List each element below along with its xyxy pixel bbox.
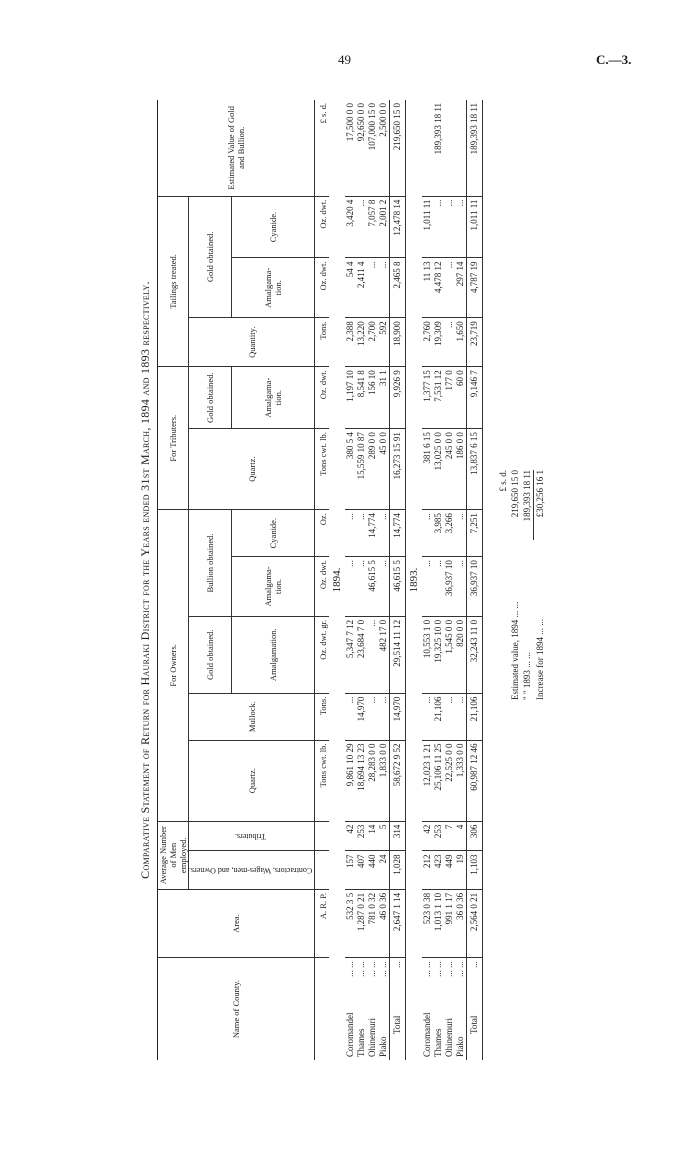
- cell-area: 1,287 0 21: [356, 889, 367, 957]
- statement-title: [140, 100, 151, 1060]
- unit-men: [315, 851, 330, 889]
- year-heading: 1894.: [331, 567, 344, 593]
- summary-increase-row: [534, 100, 546, 700]
- year-heading: 1893.: [408, 567, 421, 593]
- county-cell: [444, 958, 455, 1060]
- header-bullion-amalgamation: Amalgama-tion.: [232, 557, 315, 617]
- cell-tailc: 12,478 14: [390, 196, 406, 258]
- cell-area: 991 1 17: [444, 889, 455, 957]
- cell-tailc: ...: [455, 196, 467, 258]
- table-row: [345, 100, 356, 1060]
- county-name: Total: [392, 1015, 403, 1034]
- header-tributers-gold: Gold obtained.: [189, 367, 232, 429]
- county-name: Coromandel: [422, 1012, 433, 1057]
- cell-men: 1,028: [390, 851, 406, 889]
- summary-increase-label: [534, 540, 546, 700]
- leader-dots: ... ...: [345, 961, 356, 977]
- cell-men: 19: [455, 851, 467, 889]
- cell-mullock: ...: [378, 693, 390, 740]
- cell-bull-amal: 36,937 10: [444, 557, 455, 617]
- cell-tg: 8,541 8: [356, 367, 367, 429]
- summary-value-1893: 189,393 18 11: [522, 470, 533, 522]
- header-area: Area.: [158, 889, 315, 957]
- cell-area: 2,564 0 21: [467, 889, 483, 957]
- cell-mullock: ...: [345, 693, 356, 740]
- cell-gold: 820 0 0: [455, 616, 467, 693]
- cell-quartz: 1,333 0 0: [455, 740, 467, 821]
- cell-tg: 156 10: [367, 367, 378, 429]
- cell-bull-cyan: 3,985: [433, 510, 444, 557]
- summary-label-1894: [509, 540, 521, 700]
- header-tributers: [189, 821, 315, 851]
- cell-trib: 314: [390, 821, 406, 851]
- cell-trib: 5: [378, 821, 390, 851]
- header-men-employed: Average Number of Men employed.: [158, 821, 189, 889]
- cell-tq: 13,837 6 15: [467, 429, 483, 510]
- county-name: Thames: [356, 1028, 367, 1057]
- cell-tq: 13,025 0 0: [433, 429, 444, 510]
- cell-taila: 4,478 12: [433, 258, 444, 318]
- header-contractors-text: Contractors, Wages-men, and Owners.: [189, 865, 313, 875]
- cell-trib: 306: [467, 821, 483, 851]
- leader-dots: ... ...: [433, 961, 444, 977]
- summary-dots-1893: ... ...: [522, 652, 533, 668]
- summary-unit: £ s. d.: [498, 470, 509, 492]
- header-tributers-amalgamation: Amalgama-tion.: [232, 367, 315, 429]
- cell-trib: 7: [444, 821, 455, 851]
- cell-tailc: 1,011 11: [422, 196, 433, 258]
- cell-gold: 29,514 11 12: [390, 616, 406, 693]
- unit-tail-cyan: Oz. dwt.: [315, 196, 330, 258]
- cell-area: 2,647 1 14: [390, 889, 406, 957]
- unit-tail-qty: Tons.: [315, 318, 330, 367]
- cell-area: 36 0 36: [455, 889, 467, 957]
- cell-quartz: 18,694 13 23: [356, 740, 367, 821]
- cell-tailq: 23,719: [467, 318, 483, 367]
- cell-bull-amal: ...: [433, 557, 444, 617]
- cell-mullock: ...: [455, 693, 467, 740]
- summary-row-1893: [521, 100, 533, 700]
- summary-spacer: [497, 540, 509, 700]
- table-body: [315, 100, 483, 1060]
- cell-trib: 14: [367, 821, 378, 851]
- summary-value-1894: 219,650 15 0: [510, 470, 521, 518]
- cell-tq: 15,559 10 87: [356, 429, 367, 510]
- cell-men: 423: [433, 851, 444, 889]
- cell-men: 1,103: [467, 851, 483, 889]
- table-row: [433, 100, 444, 1060]
- table-header: [158, 100, 315, 1060]
- year-heading-row: [329, 100, 345, 1060]
- cell-tg: 60 0: [455, 367, 467, 429]
- cell-taila: 54 4: [345, 258, 356, 318]
- cell-tg: 7,531 12: [433, 367, 444, 429]
- leader-dots: ... ...: [356, 961, 367, 977]
- county-cell: [467, 958, 483, 1060]
- header-tailings-quantity: Quantity.: [189, 318, 315, 367]
- header-contractors: [189, 851, 315, 889]
- cell-value: [455, 100, 467, 196]
- rotated-statement-sheet: [138, 100, 546, 1060]
- cell-area: 781 0 32: [367, 889, 378, 957]
- header-tailings-treated: Tailings treated.: [158, 196, 189, 367]
- cell-quartz: 12,023 1 21: [422, 740, 433, 821]
- cell-mullock: 14,970: [356, 693, 367, 740]
- unit-area: A. R. P.: [315, 889, 330, 957]
- cell-gold: 5,347 7 12: [345, 616, 356, 693]
- cell-tailc: ...: [444, 196, 455, 258]
- cell-area: 1,013 1 10: [433, 889, 444, 957]
- header-tailings-cyanide: Cyanide.: [232, 196, 315, 258]
- cell-bull-amal: 46,615 5: [390, 557, 406, 617]
- cell-quartz: 58,672 9 52: [390, 740, 406, 821]
- leader-dots: ... ...: [444, 961, 455, 977]
- cell-bull-amal: ...: [422, 557, 433, 617]
- header-county: Name of County.: [158, 958, 315, 1060]
- cell-tailc: 1,011 11: [467, 196, 483, 258]
- cell-mullock: ...: [367, 693, 378, 740]
- cell-tailc: 2,001 2: [378, 196, 390, 258]
- cell-bull-amal: ...: [345, 557, 356, 617]
- cell-trib: 4: [455, 821, 467, 851]
- header-bullion-cyanide: Cyanide.: [232, 510, 315, 557]
- cell-taila: ...: [367, 258, 378, 318]
- county-name: Piako: [455, 1036, 466, 1057]
- cell-bull-cyan: ...: [356, 510, 367, 557]
- cell-bull-cyan: ...: [345, 510, 356, 557]
- cell-taila: 4,787 19: [467, 258, 483, 318]
- table-row: [444, 100, 455, 1060]
- county-cell: [345, 958, 356, 1060]
- cell-tg: 9,146 7: [467, 367, 483, 429]
- cell-value: [444, 100, 455, 196]
- title-prefix: Comparative Statement of Return for: [138, 685, 152, 879]
- cell-bull-amal: ...: [356, 557, 367, 617]
- cell-tailq: 2,700: [367, 318, 378, 367]
- cell-trib: 253: [356, 821, 367, 851]
- cell-tq: 381 6 15: [422, 429, 433, 510]
- summary-increase-dots: ... ...: [535, 619, 546, 635]
- cell-men: 449: [444, 851, 455, 889]
- cell-taila: 297 14: [455, 258, 467, 318]
- unit-bullion-cyanide: Oz.: [315, 510, 330, 557]
- summary-label-1893: [521, 540, 533, 700]
- cell-tailq: 18,900: [390, 318, 406, 367]
- cell-tg: 177 0: [444, 367, 455, 429]
- cell-taila: 11 13: [422, 258, 433, 318]
- cell-tailq: 592: [378, 318, 390, 367]
- header-mullock: Mullock.: [189, 693, 315, 740]
- summary-unit-row: [497, 100, 509, 700]
- summary-label-1893-text: " " 1893: [522, 670, 533, 700]
- total-row: [390, 100, 406, 1060]
- county-name: Thames: [433, 1028, 444, 1057]
- summary-label-1894-text: Estimated value, 1894: [510, 619, 521, 700]
- cell-taila: 2,411 4: [356, 258, 367, 318]
- cell-mullock: ...: [444, 693, 455, 740]
- cell-tailc: ...: [356, 196, 367, 258]
- header-tributers-text: Tributers.: [235, 831, 267, 841]
- header-quartz: Quartz.: [189, 740, 315, 821]
- county-cell: [356, 958, 367, 1060]
- cell-bull-amal: 46,615 5: [367, 557, 378, 617]
- unit-gold: Oz. dwt. gr.: [315, 616, 330, 693]
- cell-bull-amal: ...: [378, 557, 390, 617]
- cell-gold: 23,684 7 0: [356, 616, 367, 693]
- unit-trib-quartz: Tons cwt. lb.: [315, 429, 330, 510]
- header-tributers-quartz: Quartz.: [189, 429, 315, 510]
- cell-tq: 16,273 15 91: [390, 429, 406, 510]
- summary-increase-value: £30,256 16 1: [535, 470, 546, 518]
- cell-quartz: 25,106 11 25: [433, 740, 444, 821]
- units-county: [315, 958, 330, 1060]
- cell-trib: 253: [433, 821, 444, 851]
- cell-tq: 186 0 0: [455, 429, 467, 510]
- header-gold-obtained: Gold obtained.: [189, 616, 232, 693]
- cell-quartz: 9,861 10 29: [345, 740, 356, 821]
- unit-trib: [315, 821, 330, 851]
- unit-bullion-amal: Oz. dwt.: [315, 557, 330, 617]
- cell-tq: 380 5 4: [345, 429, 356, 510]
- cell-bull-cyan: 7,251: [467, 510, 483, 557]
- leader-dots: ...: [469, 961, 480, 968]
- cell-gold: 19,325 10 0: [433, 616, 444, 693]
- table-row: [378, 100, 390, 1060]
- county-name: Ohinemuri: [444, 1018, 455, 1057]
- cell-tg: 1,377 15: [422, 367, 433, 429]
- cell-area: 523 0 38: [422, 889, 433, 957]
- cell-tailq: 19,309: [433, 318, 444, 367]
- unit-value: £ s. d.: [315, 100, 330, 196]
- header-amalgamation: Amalgamation.: [232, 616, 315, 693]
- unit-quartz: Tons cwt. lb.: [315, 740, 330, 821]
- cell-tailc: 7,057 8: [367, 196, 378, 258]
- cell-bull-cyan: ...: [455, 510, 467, 557]
- cell-quartz: 1,833 0 0: [378, 740, 390, 821]
- cell-tg: 9,926 9: [390, 367, 406, 429]
- cell-value: 219,650 15 0: [390, 100, 406, 196]
- units-row: [315, 100, 330, 1060]
- value-summary: [497, 100, 546, 700]
- unit-trib-gold: Oz. dwt.: [315, 367, 330, 429]
- cell-quartz: 60,987 12 46: [467, 740, 483, 821]
- cell-tailc: 3,420 4: [345, 196, 356, 258]
- cell-tailq: 2,388: [345, 318, 356, 367]
- cell-men: 24: [378, 851, 390, 889]
- cell-area: 46 0 36: [378, 889, 390, 957]
- cell-gold: 32,243 11 0: [467, 616, 483, 693]
- summary-increase-text: Increase for 1894: [535, 637, 546, 700]
- leader-dots: ... ...: [367, 961, 378, 977]
- cell-tailq: 13,220: [356, 318, 367, 367]
- cell-men: 440: [367, 851, 378, 889]
- header-bullion-obtained: Bullion obtained.: [189, 510, 232, 617]
- cell-tailq: 1,650: [455, 318, 467, 367]
- cell-trib: 42: [422, 821, 433, 851]
- leader-dots: ... ...: [378, 961, 389, 977]
- cell-tailc: ...: [433, 196, 444, 258]
- cell-quartz: 22,525 0 0: [444, 740, 455, 821]
- cell-tg: 31 1: [378, 367, 390, 429]
- cell-gold: 482 17 0: [378, 616, 390, 693]
- cell-mullock: 14,970: [390, 693, 406, 740]
- summary-row-1894: [509, 100, 521, 700]
- cell-gold: 10,553 1 0: [422, 616, 433, 693]
- cell-value: 92,650 0 0: [356, 100, 367, 196]
- comparative-statement-table: [157, 100, 483, 1060]
- cell-bull-amal: 36,937 10: [467, 557, 483, 617]
- page-number: 49: [338, 52, 351, 67]
- cell-quartz: 28,283 0 0: [367, 740, 378, 821]
- county-cell: [378, 958, 390, 1060]
- cell-taila: ...: [378, 258, 390, 318]
- county-cell: [367, 958, 378, 1060]
- cell-taila: 2,465 8: [390, 258, 406, 318]
- county-cell: [390, 958, 406, 1060]
- cell-bull-cyan: ...: [378, 510, 390, 557]
- county-cell: [433, 958, 444, 1060]
- year-heading-row: [406, 100, 423, 1060]
- header-estimated-value: Estimated Value of Gold and Bullion.: [158, 100, 315, 196]
- county-name: Ohinemuri: [367, 1018, 378, 1057]
- table-row: [422, 100, 433, 1060]
- cell-mullock: ...: [422, 693, 433, 740]
- cell-gold: ...: [367, 616, 378, 693]
- cell-mullock: 21,106: [433, 693, 444, 740]
- table-row: [367, 100, 378, 1060]
- county-cell: [455, 958, 467, 1060]
- cell-tq: 45 0 0: [378, 429, 390, 510]
- cell-value: [422, 100, 433, 196]
- header-for-tributers: For Tributers.: [158, 367, 189, 510]
- cell-value: 2,500 0 0: [378, 100, 390, 196]
- cell-value: 107,000 15 0: [367, 100, 378, 196]
- unit-mullock: Tons.: [315, 693, 330, 740]
- county-cell: [422, 958, 433, 1060]
- cell-tg: 1,197 10: [345, 367, 356, 429]
- summary-dots-1894: ... ...: [510, 601, 521, 618]
- header-tailings-amalgamation: Amalgama-tion.: [232, 258, 315, 318]
- cell-gold: 1,545 0 0: [444, 616, 455, 693]
- cell-tailq: 2,760: [422, 318, 433, 367]
- total-row: [467, 100, 483, 1060]
- cell-value: 189,393 18 11: [433, 100, 444, 196]
- cell-value: 189,393 18 11: [467, 100, 483, 196]
- unit-tail-amal: Oz. dwt.: [315, 258, 330, 318]
- cell-area: 532 3 5: [345, 889, 356, 957]
- leader-dots: ... ...: [422, 961, 433, 977]
- cell-tailq: ...: [444, 318, 455, 367]
- county-name: Total: [469, 1015, 480, 1034]
- cell-bull-cyan: 14,774: [367, 510, 378, 557]
- cell-taila: ...: [444, 258, 455, 318]
- table-row: [356, 100, 367, 1060]
- page-reference: C.—3.: [596, 52, 632, 67]
- county-name: Coromandel: [345, 1012, 356, 1057]
- cell-bull-amal: ...: [455, 557, 467, 617]
- leader-dots: ... ...: [455, 961, 466, 977]
- county-name: Piako: [378, 1036, 389, 1057]
- header-for-owners: For Owners.: [158, 510, 189, 821]
- cell-trib: 42: [345, 821, 356, 851]
- cell-men: 157: [345, 851, 356, 889]
- cell-tq: 289 0 0: [367, 429, 378, 510]
- cell-men: 212: [422, 851, 433, 889]
- cell-bull-cyan: ...: [422, 510, 433, 557]
- cell-bull-cyan: 14,774: [390, 510, 406, 557]
- cell-bull-cyan: 3,266: [444, 510, 455, 557]
- title-district: Hauraki District: [138, 599, 152, 686]
- cell-tq: 245 0 0: [444, 429, 455, 510]
- leader-dots: ...: [392, 961, 403, 968]
- cell-mullock: 21,106: [467, 693, 483, 740]
- table-row: [455, 100, 467, 1060]
- cell-men: 407: [356, 851, 367, 889]
- cell-value: 17,500 0 0: [345, 100, 356, 196]
- header-tailings-gold: Gold obtained.: [189, 196, 232, 318]
- title-suffix: for the Years ended 31st March, 1894 and 1893 respectively.: [138, 281, 152, 600]
